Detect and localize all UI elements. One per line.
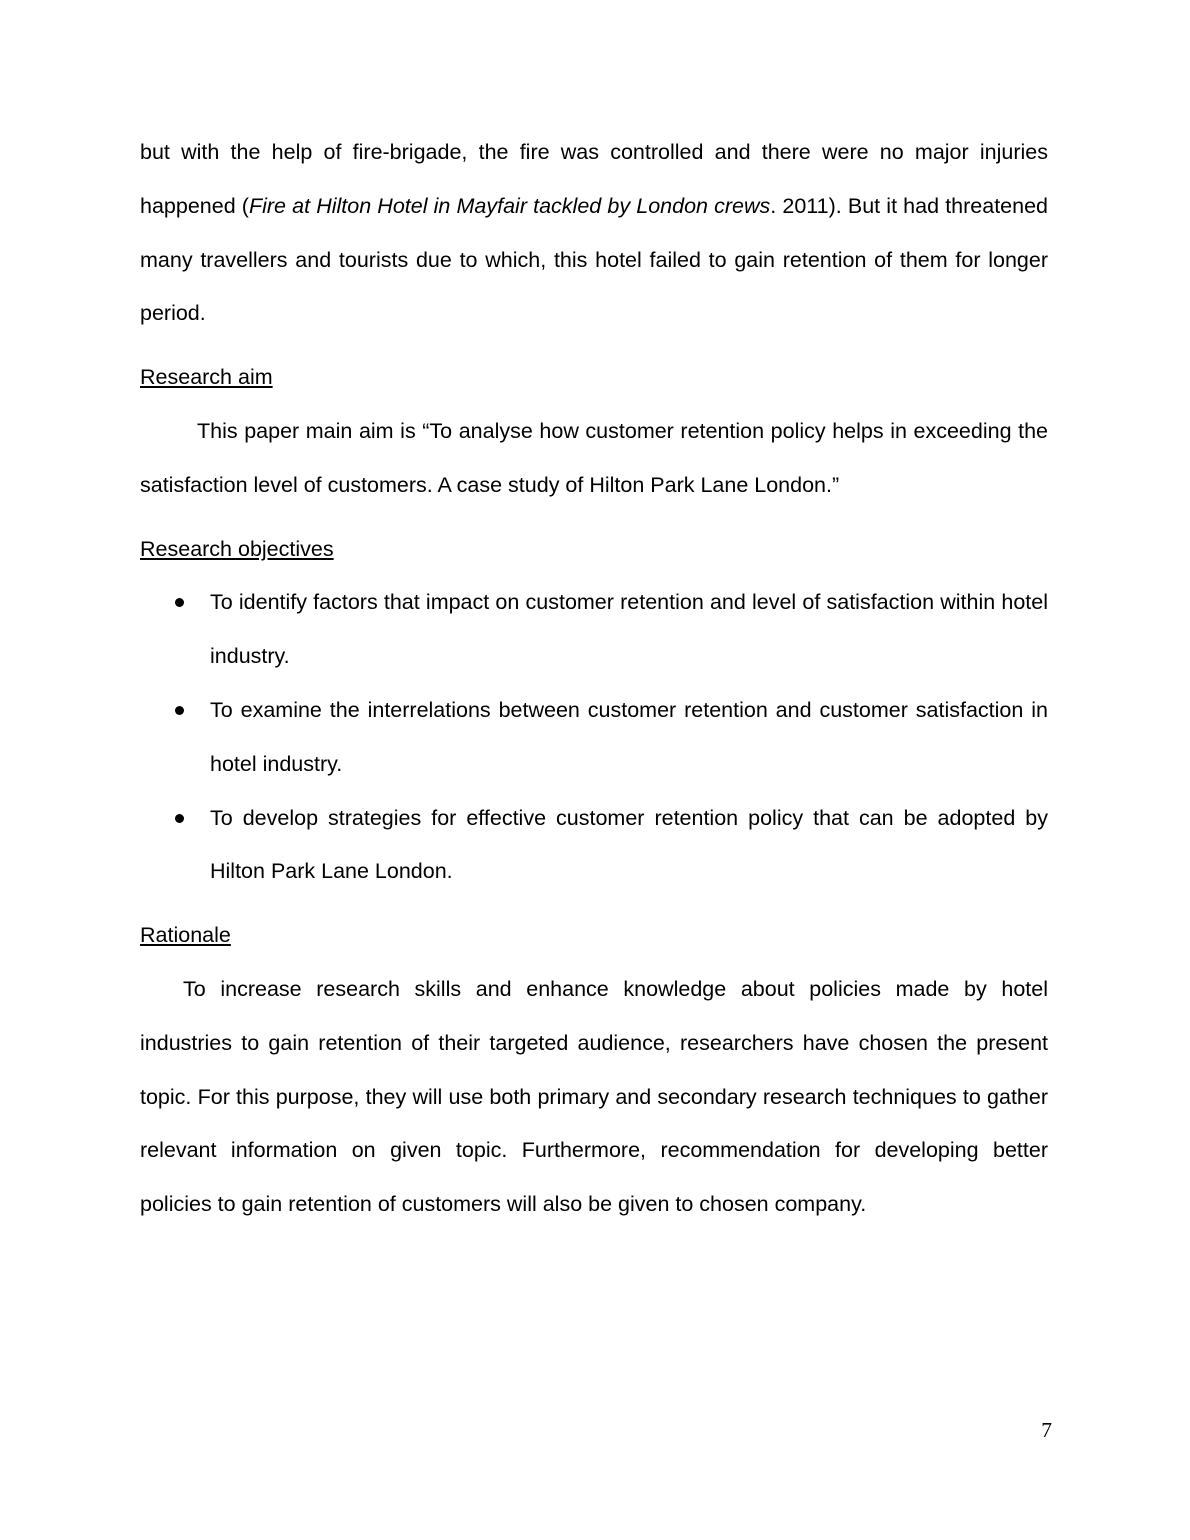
list-item	[140, 684, 1048, 792]
objective-text: To examine the interrelations between customer retention and customer satisfaction in hotel industry.	[210, 697, 1048, 776]
page-number: 7	[1041, 1418, 1052, 1442]
research-aim-paragraph: This paper main aim is “To analyse how customer retention policy helps in exceeding the satisfaction level of customers. A case study of Hilton Park Lane London.”	[140, 418, 1048, 497]
research-objectives-heading: Research objectives	[140, 536, 334, 561]
list-item	[140, 576, 1048, 684]
intro-text-part1: but with the help of fire-brigade, the fire was controlled and there were no major injuries happened (	[140, 140, 1048, 218]
rationale-heading: Rationale	[140, 923, 231, 948]
list-item	[140, 792, 1048, 900]
objectives-list	[140, 576, 1048, 899]
objective-text: To develop strategies for effective customer retention policy that can be adopted by Hilton Park Lane London.	[210, 805, 1048, 884]
objective-text: To identify factors that impact on customer retention and level of satisfaction within hotel industry.	[210, 590, 1048, 669]
bullet-icon	[175, 706, 184, 715]
rationale-paragraph: To increase research skills and enhance knowledge about policies made by hotel industries to gain retention of their targeted audience, researchers have chosen the present topic. For this purpose, they will use both primary and secondary research techniques to gather relevant information on given topic. Furthermore, recommendation for developing better policies to gain retention of customers will also be given to chosen company.	[140, 976, 1048, 1217]
document-page	[140, 126, 1048, 1232]
research-aim-heading: Research aim	[140, 365, 273, 390]
intro-text-part2: . 2011). But it had threatened many travellers and tourists due to which, this hotel failed to gain retention of them for longer period.	[140, 193, 1048, 326]
bullet-icon	[175, 598, 184, 607]
bullet-icon	[175, 814, 184, 823]
citation-title: Fire at Hilton Hotel in Mayfair tackled by London crews	[248, 193, 771, 218]
intro-paragraph	[140, 126, 1048, 341]
